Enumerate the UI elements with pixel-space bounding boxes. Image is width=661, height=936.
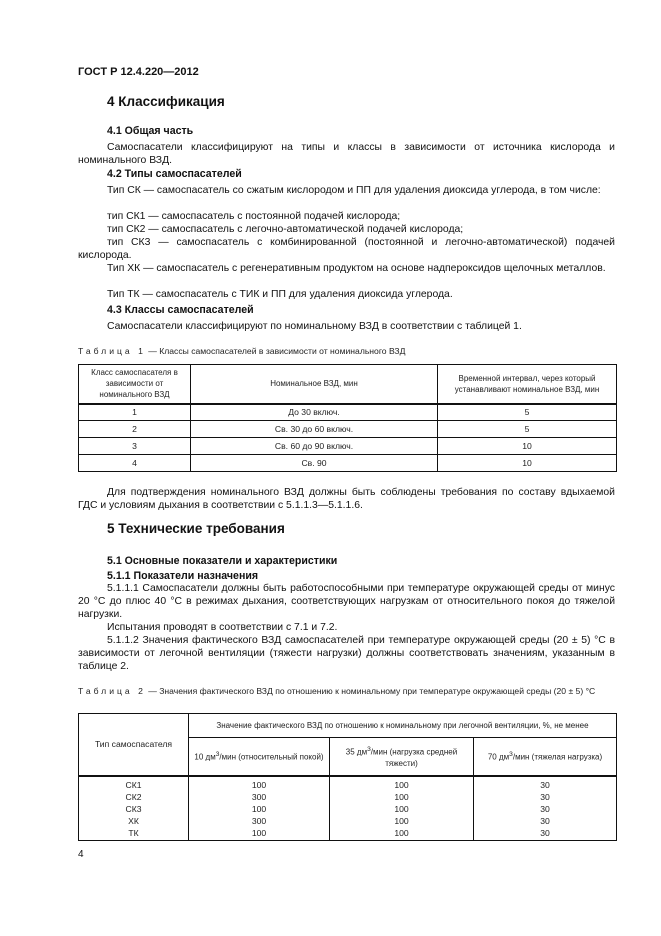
paragraph: тип СК2 — самоспасатель с легочно-автоматической подачей кислорода; [107,224,464,235]
cell: 100 [330,827,474,841]
table-subheader [474,738,617,776]
table1-caption [78,345,618,357]
section-5-title: 5 Технические требования [107,521,285,536]
superscript: 3 [215,751,220,759]
cell: Св. 60 до 90 включ. [191,438,438,455]
cell: 30 [474,815,617,827]
text: /мин (тяжелая нагрузка) [512,753,603,763]
table-row [79,438,617,455]
table-row [79,421,617,438]
section-4-3-title: 4.3 Классы самоспасателей [107,304,254,316]
cell: 100 [189,803,330,815]
caption-text: — Значения фактического ВЗД по отношению к номинальному при температуре окружающей среды (20 ± 5) °С [145,686,596,696]
cell: 300 [189,815,330,827]
cell: 30 [474,776,617,791]
cell: 2 [79,421,191,438]
caption-label: Таблица 2 [78,686,146,696]
cell: Св. 30 до 60 включ. [191,421,438,438]
cell: 100 [189,827,330,841]
table-header: Временной интервал, через который устанавливают номинальное ВЗД, мин [438,365,617,404]
cell: 10 [438,455,617,472]
cell: СК3 [79,803,189,815]
table-row [79,791,617,803]
paragraph: 5.1.1.2 Значения фактического ВЗД самоспасателей при температуре окружающей среды (20 ± 5) °С в зависимости от легочной вентиляции (тяжести нагрузки) должны соответствовать значениям, указанным в таблице 2. [78,635,615,672]
text: 35 дм [345,747,368,757]
cell: СК1 [79,776,189,791]
superscript: 3 [509,751,513,759]
cell: СК2 [79,791,189,803]
table-header: Номинальное ВЗД, мин [191,365,438,404]
cell: 10 [438,438,617,455]
text: /мин (относительный покой) [219,753,324,763]
paragraph: тип СК3 — самоспасатель с комбинированной (постоянной и легочно-автоматической) подачей кислорода. [78,237,615,261]
cell: 4 [79,455,191,472]
text: 70 дм [487,753,510,763]
cell: 30 [474,827,617,841]
paragraph: Для подтверждения номинального ВЗД должны быть соблюдены требования по составу вдыхаемой ГДС и условиям дыхания в соответствии с 5.1.1.3—5.1.1.6. [78,487,615,511]
table-header: Класс самоспасателя в зависимости от номинального ВЗД [79,365,191,404]
text: 10 дм [194,753,216,763]
cell: 3 [79,438,191,455]
cell: 100 [330,776,474,791]
section-4-title: 4 Классификация [107,94,225,109]
section-4-2-title: 4.2 Типы самоспасателей [107,168,242,180]
table-row [79,776,617,791]
table2-caption [78,685,618,697]
cell: 30 [474,803,617,815]
text: /мин (нагрузка средней тяжести) [370,747,458,768]
paragraph: Самоспасатели классифицируют по номинальному ВЗД в соответствии с таблицей 1. [107,321,522,332]
cell: 1 [79,404,191,421]
paragraph: Тип ХК — самоспасатель с регенеративным продуктом на основе надпероксидов щелочных металлов. [107,263,606,274]
cell: До 30 включ. [191,404,438,421]
cell: 100 [330,791,474,803]
cell: ХК [79,815,189,827]
paragraph: тип СК1 — самоспасатель с постоянной подачей кислорода; [107,211,401,222]
table-row [79,455,617,472]
table-header: Значение фактического ВЗД по отношению к номинальному при легочной вентиляции, %, не менее [189,714,617,738]
table-row [79,827,617,841]
table-row [79,803,617,815]
section-5-1-1-title: 5.1.1 Показатели назначения [107,570,259,582]
table-row [79,404,617,421]
section-4-1-title: 4.1 Общая часть [107,125,194,137]
page-number: 4 [78,849,84,860]
table-subheader [330,738,474,776]
paragraph: Испытания проводят в соответствии с 7.1 и 7.2. [107,622,338,633]
superscript: 3 [367,745,371,753]
paragraph: Тип ТК — самоспасатель с ТИК и ПП для удаления диоксида углерода. [107,289,453,300]
cell: 5 [438,404,617,421]
section-5-1-title: 5.1 Основные показатели и характеристики [107,555,338,567]
cell: ТК [79,827,189,841]
table-subheader [189,738,330,776]
table-2 [78,713,617,841]
caption-text: — Классы самоспасателей в зависимости от номинального ВЗД [145,346,406,356]
cell: Св. 90 [191,455,438,472]
document-header: ГОСТ Р 12.4.220—2012 [78,66,199,78]
cell: 100 [189,776,330,791]
cell: 30 [474,791,617,803]
cell: 300 [189,791,330,803]
table-1 [78,364,617,472]
caption-label: Таблица 1 [78,346,146,356]
paragraph: Тип СК — самоспасатель со сжатым кислородом и ПП для удаления диоксида углерода, в том числе: [107,185,601,196]
cell: 100 [330,803,474,815]
paragraph: Самоспасатели классифицируют на типы и классы в зависимости от источника кислорода и номинального ВЗД. [78,142,615,166]
paragraph: 5.1.1.1 Самоспасатели должны быть работоспособными при температуре окружающей среды от минус 20 °С до плюс 40 °С в режимах дыхания, соответствующих нагрузкам от относительного покоя до тяжелой нагрузки. [78,583,615,620]
cell: 5 [438,421,617,438]
table-header: Тип самоспасателя [79,714,189,776]
cell: 100 [330,815,474,827]
table-row [79,815,617,827]
